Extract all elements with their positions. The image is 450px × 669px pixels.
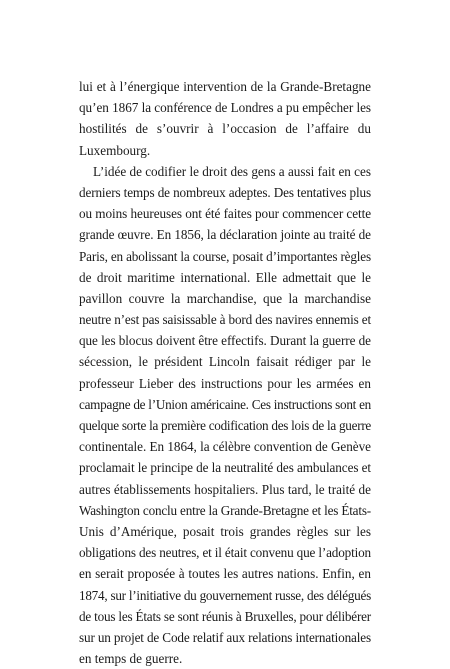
text-line: en serait proposée à toutes les autres nations. Enfin, en <box>79 566 371 582</box>
text-line: de tous les États se sont réunis à Bruxelles, pour délibérer <box>79 608 371 624</box>
text-line: Washington conclu entre la Grande-Bretagne et les États- <box>79 502 371 518</box>
text-line: sur un projet de Code relatif aux relations internationales <box>79 629 371 645</box>
text-line: ou moins heureuses ont été faites pour commencer cette <box>79 206 372 222</box>
text-line: L’idée de codifier le droit des gens a aussi fait en ces <box>93 163 372 179</box>
text-line: professeur Lieber des instructions pour les armées en <box>79 375 371 391</box>
text-line: pavillon couvre la marchandise, que la marchandise <box>79 290 371 306</box>
text-line: Luxembourg. <box>79 142 151 158</box>
text-line: qu’en 1867 la conférence de Londres a pu empêcher les <box>79 100 372 116</box>
text-line: campagne de l’Union américaine. Ces instructions sont en <box>79 396 371 412</box>
text-line: lui et à l’énergique intervention de la Grande-Bretagne <box>79 79 371 94</box>
body-text <box>79 76 371 669</box>
text-line: continentale. En 1864, la célèbre convention de Genève <box>79 439 371 455</box>
text-line: derniers temps de nombreux adeptes. Des tentatives plus <box>79 184 372 200</box>
text-line: Paris, en abolissant la course, posait d’importantes règles <box>79 248 371 264</box>
text-line: que les blocus doivent être effectifs. Durant la guerre de <box>79 333 371 349</box>
text-line: Unis d’Amérique, posait trois grandes règles sur les <box>79 523 371 539</box>
text-line: de droit maritime international. Elle admettait que le <box>79 269 371 285</box>
text-line: obligations des neutres, et il était convenu que l’adoption <box>79 545 371 561</box>
text-line: 1874, sur l’initiative du gouvernement russe, des délégués <box>79 587 371 603</box>
text-line: autres établissements hospitaliers. Plus tard, le traité de <box>79 481 371 497</box>
text-line: neutre n’est pas saisissable à bord des navires ennemis et <box>79 312 371 328</box>
text-line: en temps de guerre. <box>79 651 183 667</box>
text-line: proclamait le principe de la neutralité des ambulances et <box>79 460 371 476</box>
text-line: hostilités de s’ouvrir à l’occasion de l’affaire du <box>79 121 371 137</box>
text-line: quelque sorte la première codification des lois de la guerre <box>79 418 372 433</box>
text-line: grande œuvre. En 1856, la déclaration jointe au traité de <box>79 227 371 243</box>
text-line: sécession, le président Lincoln faisait rédiger par le <box>79 354 371 370</box>
